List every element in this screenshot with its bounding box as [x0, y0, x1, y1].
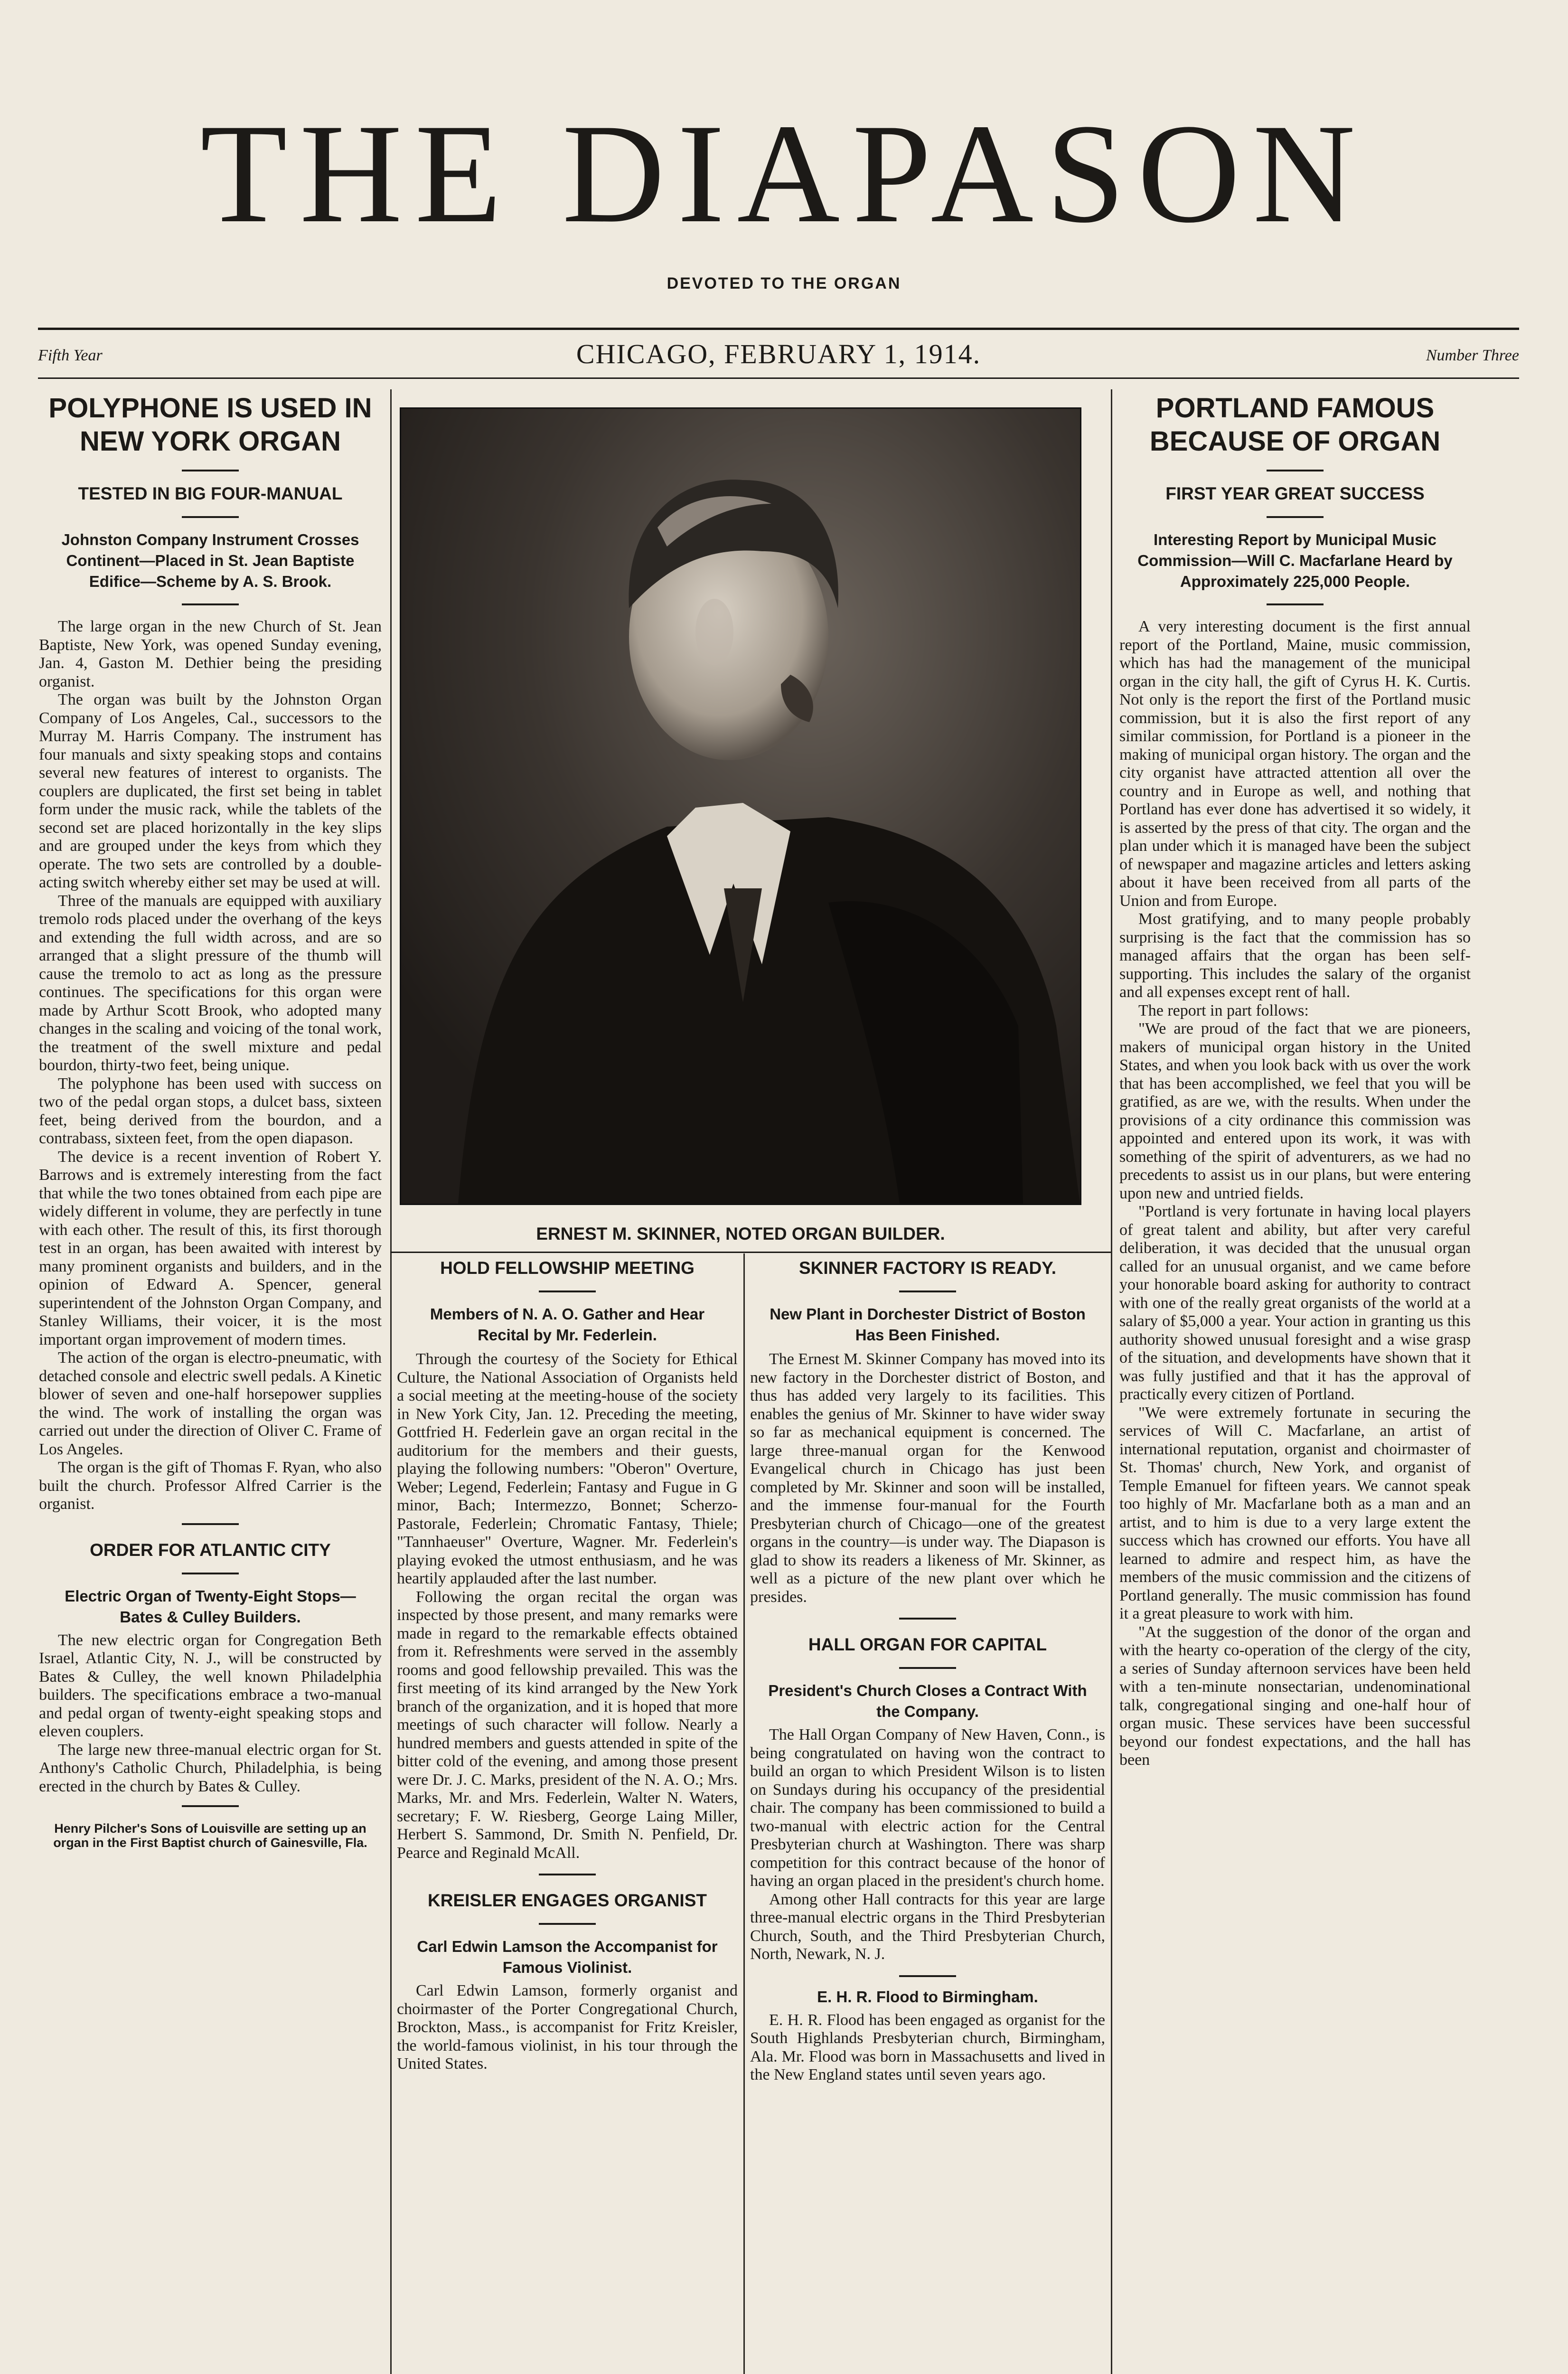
- paragraph: Among other Hall contracts for this year are large three-manual electric organs in the Third Presbyterian Church, South, and the Third Presbyterian Church, North, Newark, N. J.: [750, 1890, 1105, 1963]
- paragraph: The large organ in the new Church of St. Jean Baptiste, New York, was opened Sunday evening, Jan. 4, Gaston M. Dethier being the presiding organist.: [39, 618, 382, 690]
- paragraph: Most gratifying, and to many people probably surprising is the fact that the commission has so managed affairs that the organ has been self-supporting. This includes the salary of the organist and all expenses except rent of hall.: [1119, 910, 1471, 1001]
- section-head: E. H. R. Flood to Birmingham.: [817, 1988, 1038, 2006]
- paragraph: The Hall Organ Company of New Haven, Conn., is being congratulated on having won the contract to build an organ to which President Wilson is to listen on Sundays during his occupancy of the presidential chair. The company has been commissioned to build a two-manual with electric action for the Central Presbyterian church at Washington. There was sharp competition for this contract because of the honor of having an organ placed in the president's church home.: [750, 1726, 1105, 1890]
- divider: [182, 603, 239, 605]
- divider: [182, 1573, 239, 1574]
- divider: [1267, 516, 1324, 518]
- deck: Interesting Report by Municipal Music Commission—Will C. Macfarlane Heard by Approximately 225,000 People.: [1137, 531, 1453, 590]
- paragraph: "At the suggestion of the donor of the organ and with the hearty co-operation of the clergy of the city, a series of Sunday afternoon services have been held with a ten-minute nonsectarian, undenominational talk, congregational singing and one-half hour of organ music. These services have been successful beyond our fondest expectations, and the hall has been: [1119, 1623, 1471, 1769]
- divider: [182, 1805, 239, 1807]
- section-head: HALL ORGAN FOR CAPITAL: [808, 1635, 1047, 1654]
- paragraph: The new electric organ for Congregation Beth Israel, Atlantic City, N. J., will be constructed by Bates & Culley, the well known Philadelphia builders. The specifications embrace a two-manual and pedal organ of twenty-eight speaking stops and eleven couplers.: [39, 1631, 382, 1740]
- paragraph: "We were extremely fortunate in securing the services of Will C. Macfarlane, an artist of international reputation, organist and choirmaster of St. Thomas' church, New York, and organist of Temple Emanuel for fifteen years. We cannot speak too highly of Mr. Macfarlane both as a man and an artist, and to him is due to a very large extent the success which has crowned our efforts. You have all learned to admire and respect him, as have the members of the music commission and the citizens of Portland generally. The music commission has found it a great pleasure to work with him.: [1119, 1404, 1471, 1622]
- photo-caption: ERNEST M. SKINNER, NOTED ORGAN BUILDER.: [536, 1224, 945, 1244]
- portrait-image: [401, 409, 1080, 1204]
- paragraph: "Portland is very fortunate in having local players of great talent and ability, but after very careful deliberation, it was decided that the unusual organ called for an unusual organist, and we came before your honorable board asking for authority to contract with one of the really great organists of the world at a salary of $5,000 a year. Your action in granting us this authority showed unusual foresight and a wise grasp of the situation, and developments have shown that it was fully justified and that it has the approval of practically every citizen of Portland.: [1119, 1203, 1471, 1403]
- subhead: FIRST YEAR GREAT SUCCESS: [1165, 484, 1425, 503]
- masthead-title: THE DIAPASON: [200, 94, 1368, 252]
- subhead: TESTED IN BIG FOUR-MANUAL: [78, 484, 343, 503]
- masthead-tagline: DEVOTED TO THE ORGAN: [667, 274, 901, 292]
- paragraph: The polyphone has been used with success on two of the pedal organ stops, a dulcet bass, sixteen feet, being derived from the bourdon, and a contrabass, sixteen feet, from the open diapason.: [39, 1074, 382, 1147]
- divider: [182, 516, 239, 518]
- paragraph: The device is a recent invention of Robert Y. Barrows and is extremely interesting from the fact that while the two tones obtained from each pipe are widely different in volume, they are perfectly in tune with each other. The result of this, its first thorough test in an organ, has been awaited with interest by many prominent organists and builders, and in the opinion of Edward A. Spencer, general superintendent of the Johnston Organ Company, and Stanley Williams, their voicer, it is the most important organ improvement of modern times.: [39, 1148, 382, 1348]
- article-portland: [1119, 392, 1471, 2374]
- deck: New Plant in Dorchester District of Boston Has Been Finished.: [770, 1305, 1086, 1344]
- caption-rule: [390, 1252, 1111, 1253]
- portrait-photo: [400, 407, 1081, 1205]
- divider: [899, 1618, 956, 1620]
- divider: [539, 1923, 596, 1925]
- column-divider: [743, 1253, 745, 2374]
- deck: Johnston Company Instrument Crosses Continent—Placed in St. Jean Baptiste Edifice—Scheme by A. S. Brook.: [61, 531, 359, 590]
- paragraph: Carl Edwin Lamson, formerly organist and choirmaster of the Porter Congregational Church, Brockton, Mass., is accompanist for Fritz Kreisler, the world-famous violinist, in his tour through the United States.: [397, 1982, 738, 2073]
- paragraph: The Ernest M. Skinner Company has moved into its new factory in the Dorchester district of Boston, and thus has added very largely to its facilities. This enables the genius of Mr. Skinner to have wider sway so far as mechanical equipment is concerned. The large three-manual organ for the Kenwood Evangelical church in Chicago has just been completed by Mr. Skinner and soon will be installed, and the immense four-manual for the Fourth Presbyterian church of Chicago—one of the greatest organs in the country—is under way. The Diapason is glad to show its readers a likeness of Mr. Skinner, as well as a picture of the new plant over which he presides.: [750, 1350, 1105, 1606]
- article-fellowship: [397, 1257, 738, 2374]
- divider: [182, 1523, 239, 1525]
- paragraph: The large new three-manual electric organ for St. Anthony's Catholic Church, Philadelphia, is being erected in the church by Bates & Culley.: [39, 1741, 382, 1795]
- masthead-rule-bottom: [38, 377, 1519, 379]
- paragraph: "We are proud of the fact that we are pioneers, makers of municipal organ history in the United States, and when you look back with us over the work that has been accomplished, we feel that you will be gratified, as are we, with the results. When under the provisions of a city ordinance this commission was appointed and entered upon its work, it was with something of the spirit of adventurers, as we had no precedents to assist us in our plans, but were entering upon new and untried fields.: [1119, 1020, 1471, 1202]
- paragraph: A very interesting document is the first annual report of the Portland, Maine, music commission, which has had the management of the municipal organ in the city hall, the gift of Cyrus H. K. Curtis. Not only is the report the first of the Portland music commission, but it is also the first report of any similar commission, for Portland is a pioneer in the making of municipal organ history. The organ and the city organist have attracted attention all over the country and in Europe as well, and nothing that Portland has ever done has advertised it so widely, it is asserted by the press of that city. The organ and the plan under which it is managed have been the subject of newspaper and magazine articles and letters asking about it have been received from all parts of the Union and from Europe.: [1119, 618, 1471, 910]
- paragraph: Through the courtesy of the Society for Ethical Culture, the National Association of Organists held a social meeting at the meeting-house of the society in New York City, Jan. 12. Preceding the meeting, Gottfried H. Federlein gave an organ recital in the auditorium for the members and their guests, playing the following numbers: "Oberon" Overture, Weber; Legend, Federlein; Fantasy and Fugue in G minor, Bach; Intermezzo, Bonnet; Scherzo-Pastorale, Federlein; Chromatic Fantasy, Thiele; "Tannhaeuser" Overture, Wagner. Mr. Federlein's playing evoked the utmost enthusiasm, and he was heartily applauded after the last number.: [397, 1350, 738, 1587]
- column-divider: [390, 389, 392, 2374]
- headline: POLYPHONE IS USED IN NEW YORK ORGAN: [48, 393, 372, 457]
- headline: SKINNER FACTORY IS READY.: [798, 1258, 1057, 1278]
- paragraph: Three of the manuals are equipped with auxiliary tremolo rods placed under the overhang of the keys and extending the full width across, and are so arranged that a slight pressure of the thumb will cause the tremolo to act as long as the pressure continues. The specifications for this organ were made by Arthur Scott Brook, who adopted many changes in the scaling and voicing of the tonal work, the treatment of the swell mixture and pedal bourdon, thirty-two feet, being unique.: [39, 892, 382, 1074]
- volume-year: Fifth Year: [38, 347, 103, 364]
- column-divider: [1111, 389, 1112, 2374]
- divider: [539, 1874, 596, 1875]
- divider: [1267, 470, 1324, 471]
- divider: [899, 1667, 956, 1669]
- paragraph: The organ is the gift of Thomas F. Ryan, who also built the church. Professor Alfred Carrier is the organist.: [39, 1459, 382, 1513]
- deck: Members of N. A. O. Gather and Hear Recital by Mr. Federlein.: [430, 1305, 705, 1344]
- deck: Carl Edwin Lamson the Accompanist for Famous Violinist.: [417, 1938, 718, 1976]
- headline: PORTLAND FAMOUS BECAUSE OF ORGAN: [1149, 393, 1441, 457]
- divider: [182, 470, 239, 471]
- deck: Electric Organ of Twenty-Eight Stops—Bates & Culley Builders.: [65, 1587, 356, 1626]
- divider: [899, 1975, 956, 1977]
- paragraph: Following the organ recital the organ was inspected by those present, and many remarks were made in regard to the remarkable effects obtained from it. Refreshments were served in the assembly rooms and good fellowship prevailed. This was the first meeting of its kind arranged by the New York branch of the organization, and it is hoped that more meetings of such character will follow. Nearly a hundred members and guests attended in spite of the bitter cold of the evening, and among those present were Dr. J. C. Marks, president of the N. A. O.; Mrs. Marks, Mr. and Mrs. Federlein, Walter N. Waters, secretary; F. W. Riesberg, George Laing Miller, Herbert S. Sammond, Dr. Smith N. Penfield, Dr. Pearce and Reginald McAll.: [397, 1588, 738, 1862]
- paragraph: The organ was built by the Johnston Organ Company of Los Angeles, Cal., successors to the Murray M. Harris Company. The instrument has four manuals and sixty speaking stops and contains several new features of interest to organists. The couplers are duplicated, the first set being in tablet form under the music rack, while the tablets of the second set are placed horizontally in the key slips and are grouped under the keys from which they operate. The two sets are controlled by a double-acting switch whereby either set may be used at will.: [39, 691, 382, 891]
- divider: [899, 1291, 956, 1292]
- issue-number: Number Three: [1426, 347, 1519, 364]
- issue-date: CHICAGO, FEBRUARY 1, 1914.: [576, 339, 981, 369]
- article-skinner-factory: [750, 1257, 1105, 2374]
- divider: [539, 1291, 596, 1292]
- paragraph: The report in part follows:: [1138, 1001, 1309, 1019]
- masthead-rule-top: [38, 328, 1519, 330]
- deck: President's Church Closes a Contract With the Company.: [768, 1682, 1087, 1720]
- headline: HOLD FELLOWSHIP MEETING: [440, 1258, 695, 1278]
- news-note: Henry Pilcher's Sons of Louisville are setting up an organ in the First Baptist church of Gainesville, Fla.: [53, 1821, 367, 1850]
- paragraph: The action of the organ is electro-pneumatic, with detached console and electric swell pedals. A Kinetic blower of seven and one-half horsepower supplies the wind. The work of installing the organ was carried out under the direction of Oliver C. Frame of Los Angeles.: [39, 1349, 382, 1458]
- paragraph: E. H. R. Flood has been engaged as organist for the South Highlands Presbyterian church, Birmingham, Ala. Mr. Flood was born in Massachusetts and lived in the New England states until seven years ago.: [750, 2011, 1105, 2083]
- divider: [1267, 603, 1324, 605]
- dateline: [38, 338, 1519, 376]
- section-head: ORDER FOR ATLANTIC CITY: [90, 1540, 331, 1560]
- article-polyphone: [39, 392, 382, 2374]
- section-head: KREISLER ENGAGES ORGANIST: [428, 1891, 707, 1910]
